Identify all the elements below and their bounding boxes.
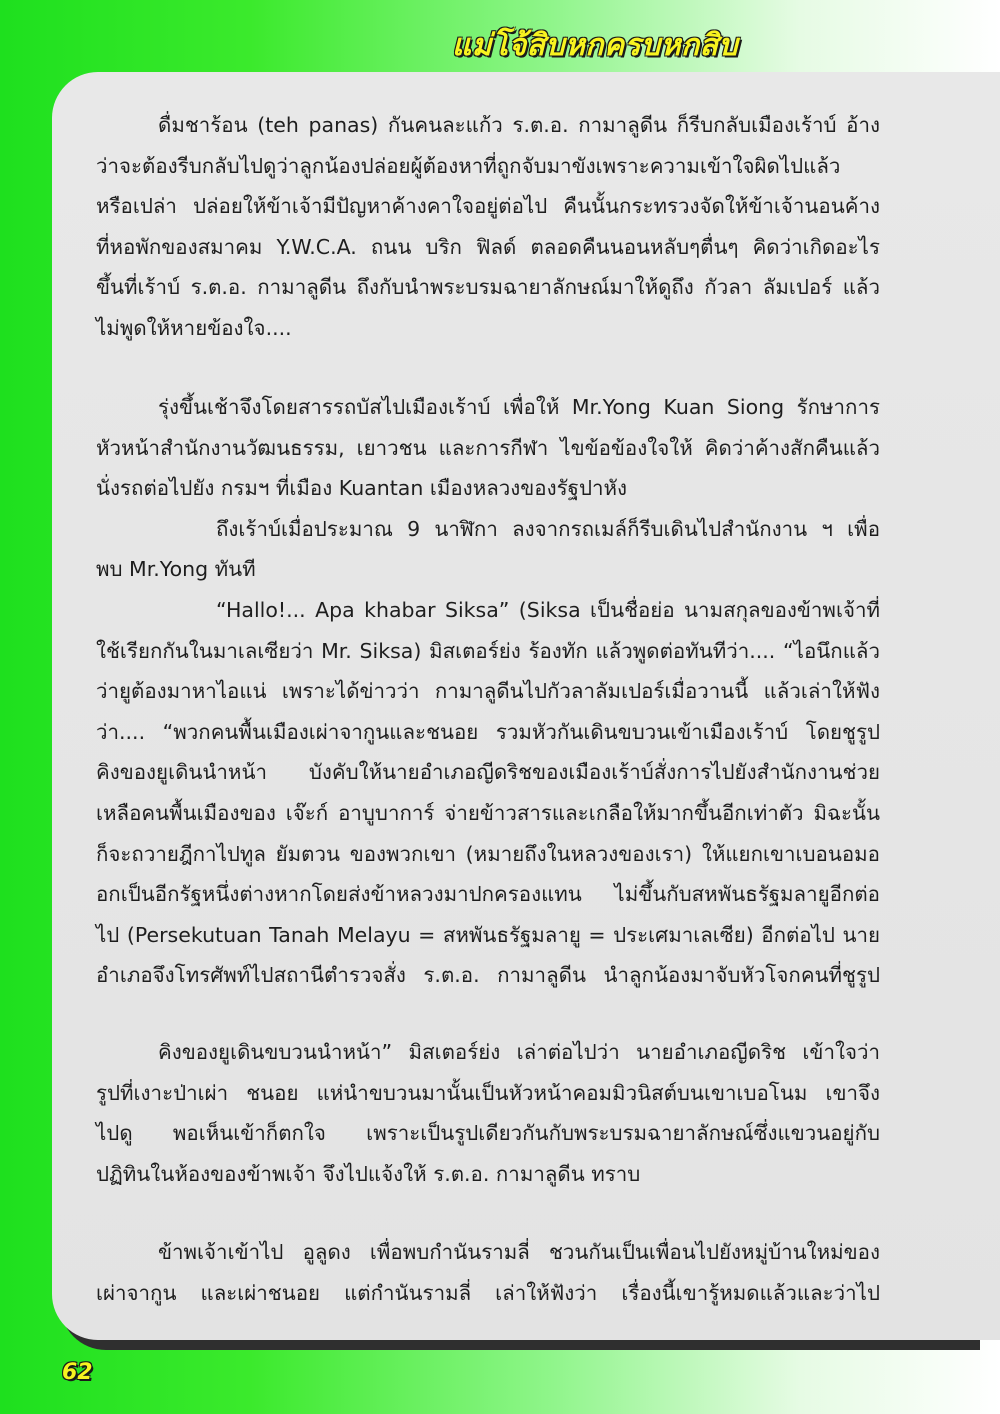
text-line: ดื่มชาร้อน (teh panas) กันคนละแก้ว ร.ต.อ. กามาลูดีน ก็รีบกลับเมืองเร้าบ์ อ้าง	[158, 113, 880, 137]
text-line: รุ่งขึ้นเช้าจึงโดยสารรถบัสไปเมืองเร้าบ์ เพื่อให้ Mr.Yong Kuan Siong รักษาการ	[158, 395, 880, 419]
text-line: ขึ้นที่เร้าบ์ ร.ต.อ. กามาลูดีน ถึงกับนำพระบรมฉายาลักษณ์มาให้ดูถึง กัวลา ลัมเปอร์ แล้ว	[96, 275, 880, 300]
text-line: คิงของยูเดินนำหน้า บังคับให้นายอำเภอญีดริชของเมืองเร้าบ์สั่งการไปยังสำนักงานช่วย	[96, 760, 880, 785]
text-line: ว่ายูต้องมาหาไอแน่ เพราะได้ข่าวว่า กามาลูดีนไปกัวลาลัมเปอร์เมื่อวานนี้ แล้วเล่าให้ฟัง	[96, 679, 880, 704]
text-line: พบ Mr.Yong ทันที	[96, 557, 256, 582]
text-line: เหลือคนพื้นเมืองของ เจ๊ะก์ อาบูบาการ์ จ่ายข้าวสารและเกลือให้มากขึ้นอีกเท่าตัว มิฉะนั้น	[96, 800, 880, 825]
text-line: ปฏิทินในห้องของข้าพเจ้า จึงไปแจ้งให้ ร.ต.อ. กามาลูดีน ทราบ	[96, 1161, 641, 1186]
text-line: ใช้เรียกกันในมาเลเซียว่า Mr. Siksa) มิสเตอร์ย่ง ร้องทัก แล้วพูดต่อทันทีว่า.... “ไอนึกแล้ว	[96, 638, 880, 663]
text-line: อำเภอจึงโทรศัพท์ไปสถานีตำรวจสั่ง ร.ต.อ. กามาลูดีน นำลูกน้องมาจับหัวโจกคนที่ชูรูป	[96, 963, 880, 988]
text-line: นั่งรถต่อไปยัง กรมฯ ที่เมือง Kuantan เมืองหลวงของรัฐปาหัง	[96, 476, 627, 501]
page-number: 62	[62, 1360, 93, 1385]
text-line: ไม่พูดให้หายข้องใจ....	[96, 315, 292, 340]
text-line: รูปที่เงาะป่าเผ่า ชนอย แห่นำขบวนมานั้นเป็นหัวหน้าคอมมิวนิสต์บนเขาเบอโนม เขาจึง	[96, 1080, 880, 1105]
text-line: ไปดู พอเห็นเข้าก็ตกใจ เพราะเป็นรูปเดียวกันกับพระบรมฉายาลักษณ์ซึ่งแขวนอยู่กับ	[96, 1121, 880, 1146]
running-header-title: แม่โจ้สิบหกครบหกสิบ	[451, 28, 738, 63]
text-line: หัวหน้าสำนักงานวัฒนธรรม, เยาวชน และการกีฬา ไขข้อข้องใจให้ คิดว่าค้างสักคืนแล้ว	[96, 435, 880, 460]
text-line: เผ่าจากูน และเผ่าชนอย แต่กำนันรามลี่ เล่าให้ฟังว่า เรื่องนี้เขารู้หมดแล้วและว่าไป	[96, 1280, 880, 1305]
text-line: ข้าพเจ้าเข้าไป อูลูดง เพื่อพบกำนันรามลี่ ชวนกันเป็นเพื่อนไปยังหมู่บ้านใหม่ของ	[158, 1240, 880, 1264]
text-line: ที่หอพักของสมาคม Y.W.C.A. ถนน บริก ฟิลด์ ตลอดคืนนอนหลับๆตื่นๆ คิดว่าเกิดอะไร	[96, 234, 880, 259]
text-line: ไป (Persekutuan Tanah Melayu = สหพันธรัฐมลายู = ประเศมาเลเซีย) อีกต่อไป นาย	[96, 922, 880, 947]
paragraph-4	[96, 1232, 880, 1313]
text-line: ก็จะถวายฎีกาไปทูล ยัมตวน ของพวกเขา (หมายถึงในหลวงของเรา) ให้แยกเขาเบอนอมอ	[96, 841, 880, 866]
text-line: คิงของยูเดินขบวนนำหน้า” มิสเตอร์ย่ง เล่าต่อไปว่า นายอำเภอญีดริช เข้าใจว่า	[158, 1040, 880, 1064]
text-line: ว่า.... “พวกคนพื้นเมืองเผ่าจากูนและชนอย รวมหัวกันเดินขบวนเข้าเมืองเร้าบ์ โดยชูรูป	[96, 719, 880, 744]
text-line: “Hallo!... Apa khabar Siksa” (Siksa เป็นชื่อย่อ นามสกุลของข้าพเจ้าที่	[216, 597, 880, 622]
text-line: หรือเปล่า ปล่อยให้ข้าเจ้ามีปัญหาค้างคาใจอยู่ต่อไป คืนนั้นกระทรวงจัดให้ข้าเจ้านอนค้าง	[96, 194, 880, 219]
paragraph-2	[96, 387, 880, 996]
text-line: ว่าจะต้องรีบกลับไปดูว่าลูกน้องปล่อยผู้ต้องหาที่ถูกจับมาขังเพราะความเข้าใจผิดไปแล้ว	[96, 153, 841, 178]
paragraph-3	[96, 1032, 880, 1194]
header-band	[0, 0, 1000, 80]
paragraph-1	[96, 105, 880, 349]
text-line: อกเป็นอีกรัฐหนึ่งต่างหากโดยส่งข้าหลวงมาปกครองแทน ไม่ขึ้นกับสหพันธรัฐมลายูอีกต่อ	[96, 882, 880, 907]
text-line: ถึงเร้าบ์เมื่อประมาณ 9 นาฬิกา ลงจากรถเมล์ก็รีบเดินไปสำนักงาน ฯ เพื่อ	[216, 516, 880, 541]
